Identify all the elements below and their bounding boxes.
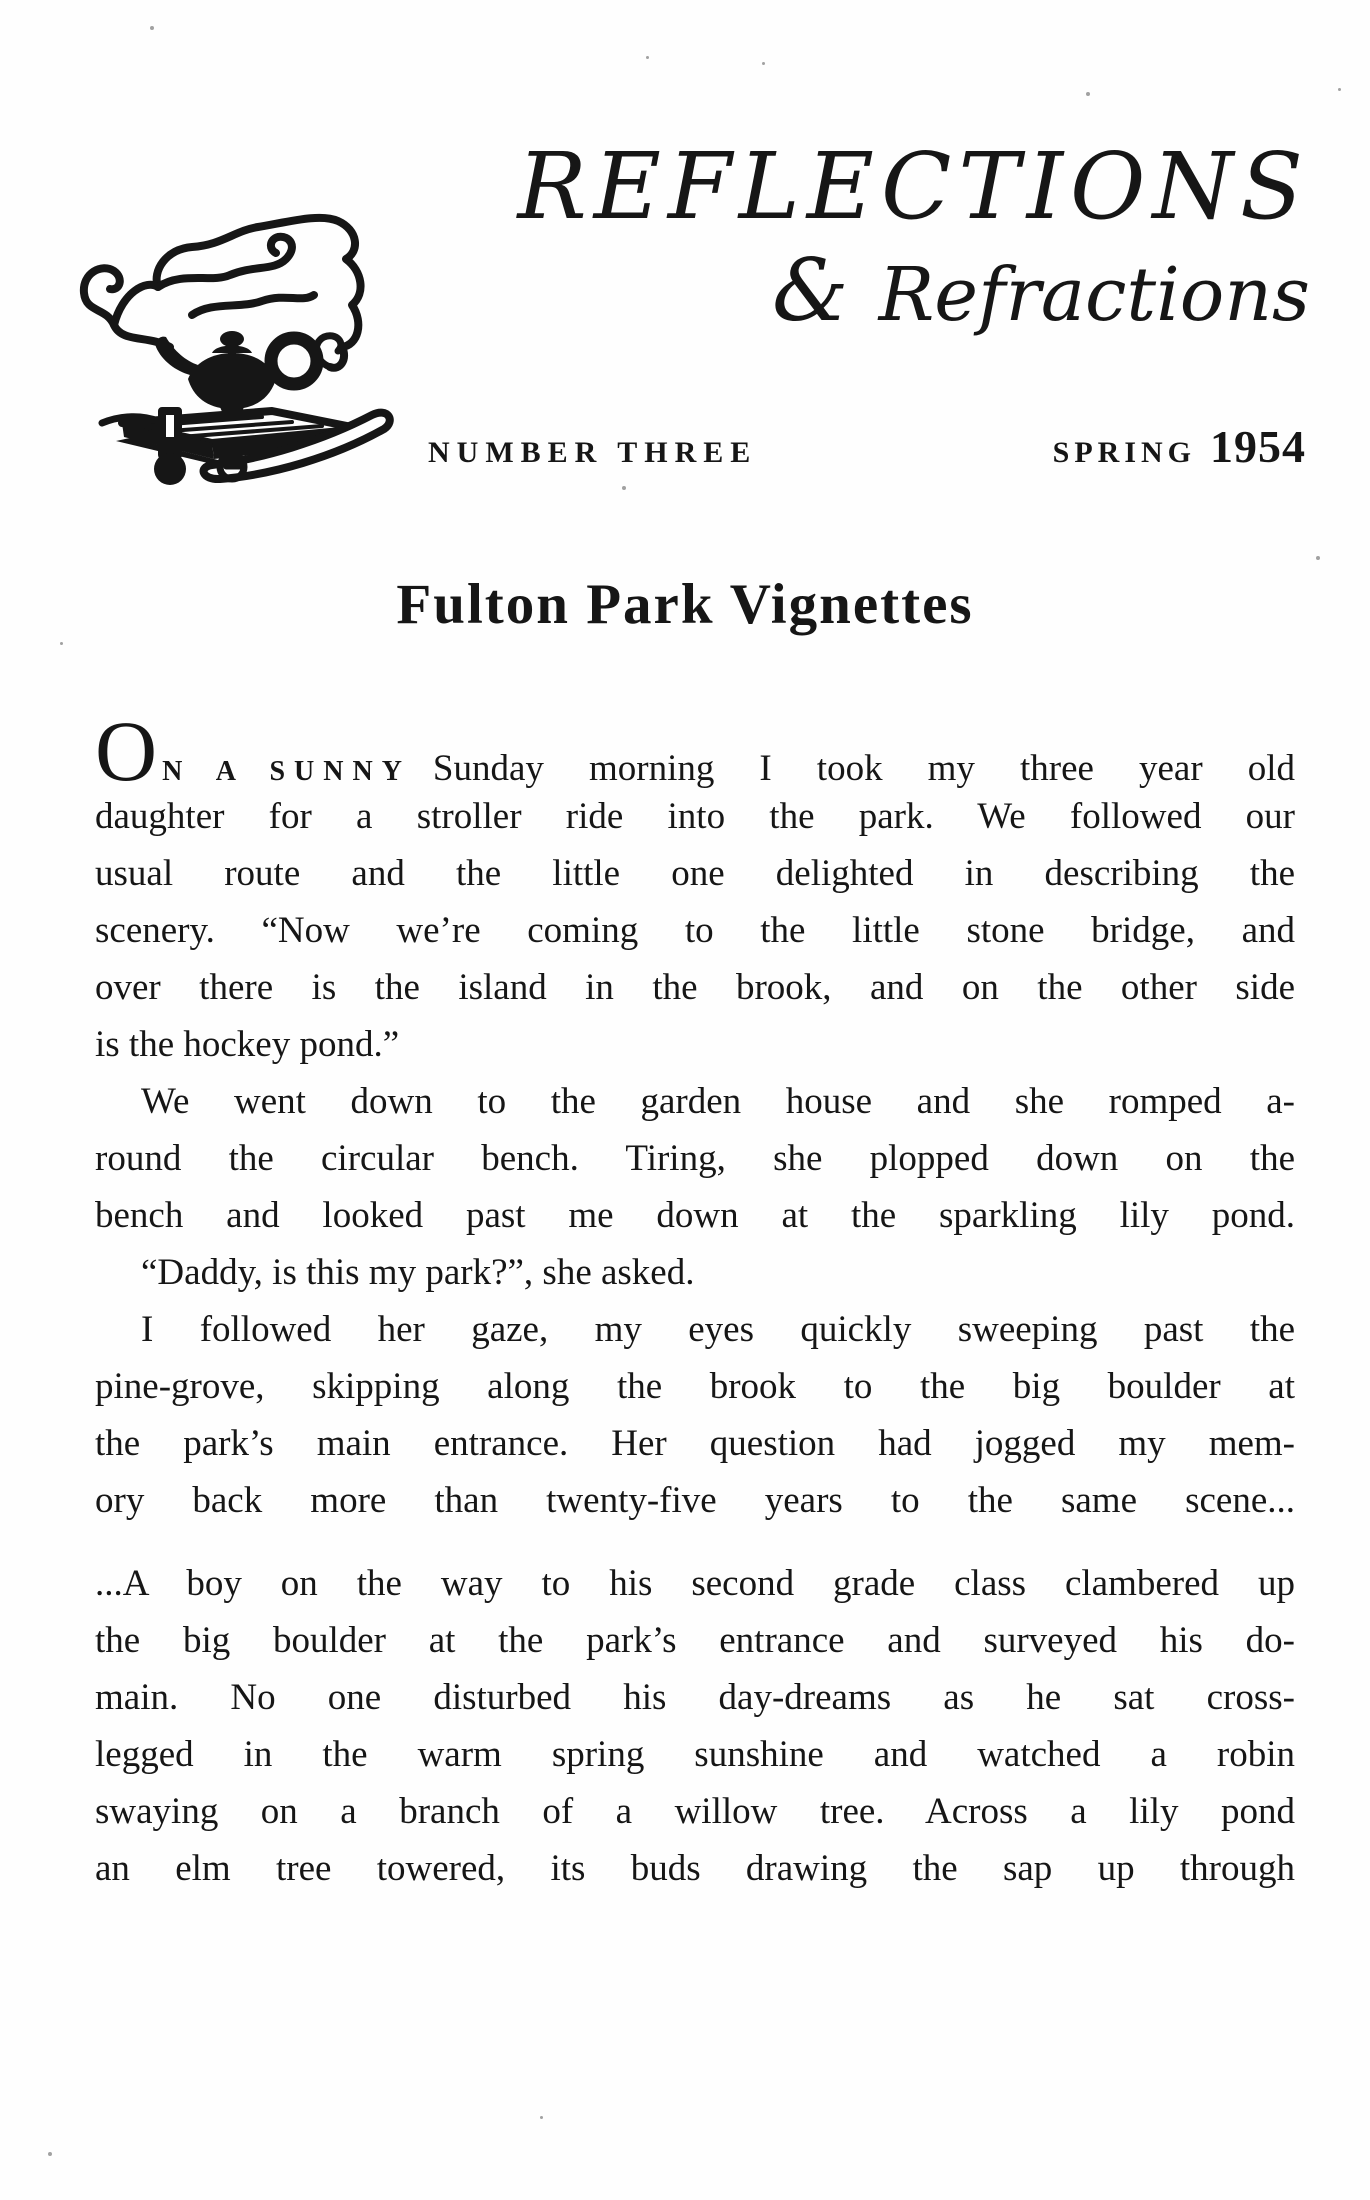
publication-title: REFLECTIONS bbox=[517, 133, 1310, 240]
body-line: scenery. “Now we’re coming to the little stone bridge, and bbox=[95, 910, 1295, 951]
body-line: bench and looked past me down at the sparkling lily pond. bbox=[95, 1195, 1295, 1236]
drop-cap: O bbox=[95, 703, 158, 799]
body-line: round the circular bench. Tiring, she plopped down on the bbox=[95, 1138, 1295, 1179]
issue-season: SPRING bbox=[1052, 436, 1196, 469]
body-line: is the hockey pond.” bbox=[95, 1024, 400, 1065]
issue-year: 1954 bbox=[1210, 421, 1306, 472]
ampersand-glyph: & bbox=[772, 240, 849, 341]
body-line: an elm tree towered, its buds drawing the sap up through bbox=[95, 1848, 1295, 1889]
body-line: I followed her gaze, my eyes quickly sweeping past the bbox=[141, 1309, 1295, 1350]
scan-speckle bbox=[1086, 92, 1090, 96]
publication-subtitle bbox=[420, 240, 1310, 341]
genie-lamp-illustration bbox=[62, 175, 407, 485]
article-body bbox=[95, 703, 1295, 1897]
article-title: Fulton Park Vignettes bbox=[396, 573, 974, 636]
scan-speckle bbox=[1338, 88, 1341, 91]
scan-speckle bbox=[646, 56, 649, 59]
paragraph bbox=[95, 1301, 1295, 1529]
body-line: legged in the warm spring sunshine and watched a robin bbox=[95, 1734, 1295, 1775]
body-line: pine-grove, skipping along the brook to the big boulder at bbox=[95, 1366, 1295, 1407]
body-line: swaying on a branch of a willow tree. Across a lily pond bbox=[95, 1791, 1295, 1832]
paragraph bbox=[95, 1244, 1295, 1301]
body-line: over there is the island in the brook, and on the other side bbox=[95, 967, 1295, 1008]
paragraph bbox=[95, 1555, 1295, 1897]
body-line: ...A boy on the way to his second grade class clambered up bbox=[95, 1563, 1295, 1604]
scan-speckle bbox=[1316, 556, 1320, 560]
body-line: “Daddy, is this my park?”, she asked. bbox=[141, 1252, 695, 1293]
paragraph bbox=[95, 1073, 1295, 1244]
body-line: the park’s main entrance. Her question had jogged my mem- bbox=[95, 1423, 1295, 1464]
issue-number: NUMBER THREE bbox=[428, 436, 758, 469]
scan-speckle bbox=[622, 486, 626, 490]
publication-subtitle-text: Refractions bbox=[878, 251, 1310, 338]
body-line: the big boulder at the park’s entrance and surveyed his do- bbox=[95, 1620, 1295, 1661]
body-line: ory back more than twenty-five years to the same scene... bbox=[95, 1480, 1295, 1521]
body-line: We went down to the garden house and she romped a- bbox=[141, 1081, 1295, 1122]
opening-line bbox=[95, 703, 1295, 799]
body-paragraphs bbox=[95, 788, 1295, 1897]
issue-date bbox=[1053, 420, 1306, 473]
genie-lamp-on-book-icon bbox=[62, 175, 407, 485]
body-line: main. No one disturbed his day-dreams as he sat cross- bbox=[95, 1677, 1295, 1718]
body-line: daughter for a stroller ride into the park. We followed our bbox=[95, 796, 1295, 837]
paragraph bbox=[95, 788, 1295, 1073]
opening-line-rest: Sunday morning I took my three year old bbox=[432, 748, 1295, 789]
scan-speckle bbox=[150, 26, 154, 30]
scan-speckle bbox=[540, 2116, 543, 2119]
scan-speckle bbox=[48, 2152, 52, 2156]
scan-speckle bbox=[762, 62, 765, 65]
small-caps-opening: N A SUNNY bbox=[162, 756, 411, 787]
issue-row bbox=[428, 420, 1306, 473]
body-line: usual route and the little one delighted in describing the bbox=[95, 853, 1295, 894]
scan-speckle bbox=[60, 642, 63, 645]
masthead bbox=[420, 133, 1310, 341]
